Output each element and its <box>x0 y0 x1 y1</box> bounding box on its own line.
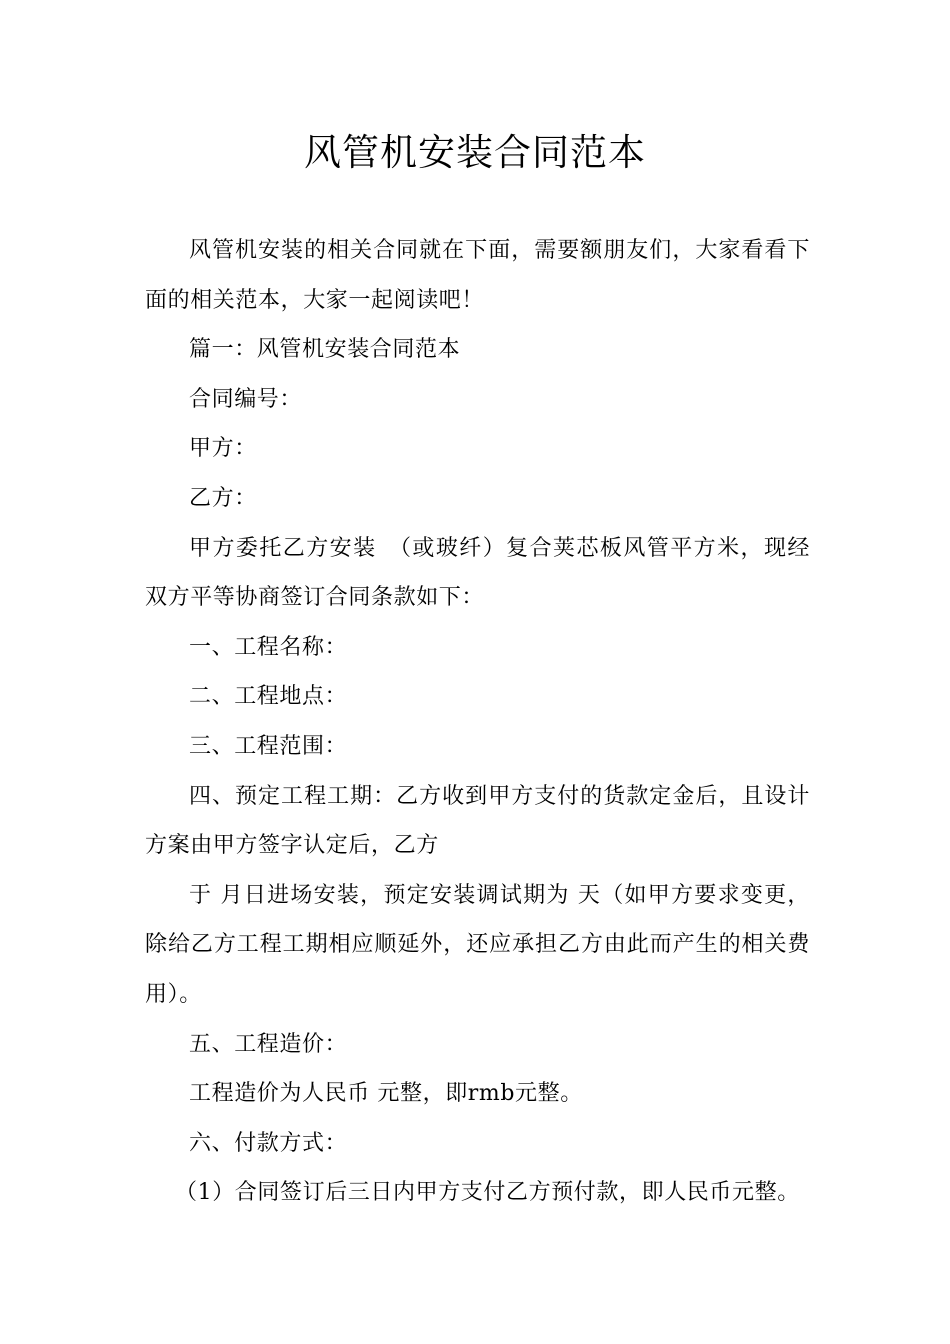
paragraph-schedule: 四、预定工程工期：乙方收到甲方支付的货款定金后，且设计方案由甲方签字认定后，乙方 <box>145 783 810 859</box>
paragraph-contract-number: 合同编号： <box>189 386 303 412</box>
paragraph-project-location: 二、工程地点： <box>189 684 348 710</box>
paragraph-cost-amount: 工程造价为人民币 元整，即rmb元整。 <box>189 1081 583 1107</box>
paragraph-party-b: 乙方： <box>189 485 257 511</box>
paragraph-project-scope: 三、工程范围： <box>189 733 348 759</box>
paragraph-intro: 风管机安装的相关合同就在下面，需要额朋友们，大家看看下面的相关范本，大家一起阅读吧！ <box>145 238 810 313</box>
document-body <box>145 226 810 1218</box>
paragraph-party-a: 甲方： <box>189 436 257 462</box>
paragraph-payment-item-1: （1）合同签订后三日内甲方支付乙方预付款，即人民币元整。 <box>175 1180 800 1206</box>
paragraph-section-heading: 篇一：风管机安装合同范本 <box>189 337 461 363</box>
document-title: 风管机安装合同范本 <box>304 131 646 174</box>
paragraph-commission: 甲方委托乙方安装 （或玻纤）复合荚芯板风管平方米，现经双方平等协商签订合同条款如下： <box>145 535 810 611</box>
paragraph-payment-method: 六、付款方式： <box>189 1130 348 1156</box>
paragraph-project-name: 一、工程名称： <box>189 634 348 660</box>
paragraph-schedule-detail: 于 月日进场安装，预定安装调试期为 天（如甲方要求变更，除给乙方工程工期相应顺延外，还应承担乙方由此而产生的相关费用）。 <box>145 882 810 1007</box>
paragraph-project-cost: 五、工程造价： <box>189 1031 348 1057</box>
